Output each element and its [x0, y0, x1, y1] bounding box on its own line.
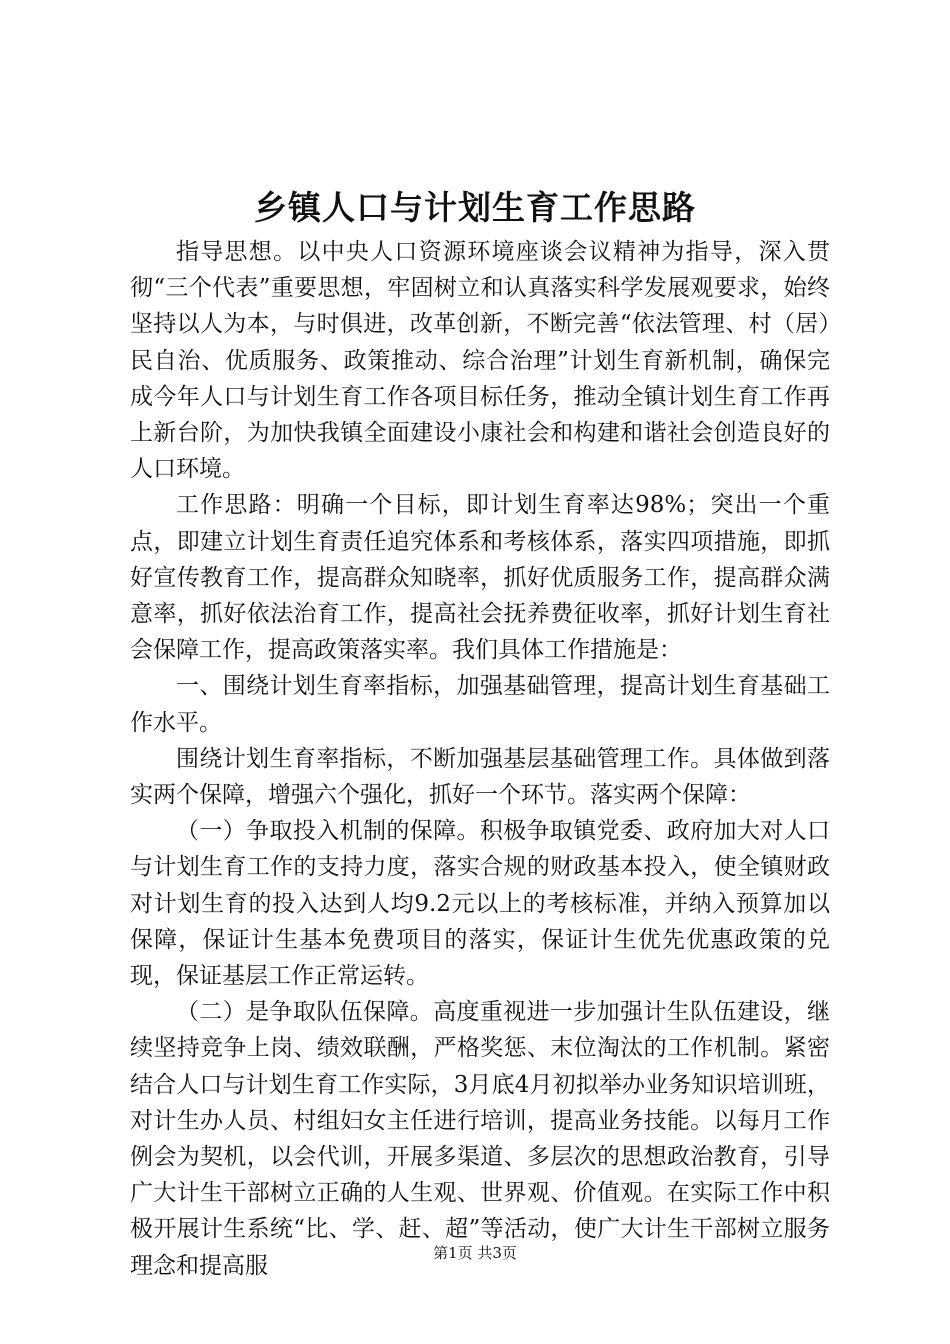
page-number-footer: 第1页 共3页	[433, 1244, 517, 1262]
document-body	[130, 234, 830, 1284]
paragraph-guiding-thought: 指导思想。以中央人口资源环境座谈会议精神为指导，深入贯彻“三个代表”重要思想，牢固树立和认真落实科学发展观要求，始终坚持以人为本，与时俱进，改革创新，不断完善“依法管理、村（居）民自治、优质服务、政策推动、综合治理”计划生育新机制，确保完成今年人口与计划生育工作各项目标任务，推动全镇计划生育工作再上新台阶，为加快我镇全面建设小康社会和构建和谐社会创造良好的人口环境。	[130, 239, 830, 483]
paragraph-section-one-heading: 一、围绕计划生育率指标，加强基础管理，提高计划生育基础工作水平。	[130, 673, 830, 736]
paragraph-funding-guarantee: （一）争取投入机制的保障。积极争取镇党委、政府加大对人口与计划生育工作的支持力度，落实合规的财政基本投入，使全镇财政对计划生育的投入达到人均9.2元以上的考核标准，并纳入预算加以保障，保证计生基本免费项目的落实，保证计生优先优惠政策的兑现，保证基层工作正常运转。	[130, 818, 830, 990]
paragraph-team-guarantee: （二）是争取队伍保障。高度重视进一步加强计生队伍建设，继续坚持竞争上岗、绩效联酬，严格奖惩、末位淘汰的工作机制。紧密结合人口与计划生育工作实际，3月底4月初拟举办业务知识培训班，对计生办人员、村组妇女主任进行培训，提高业务技能。以每月工作例会为契机，以会代训，开展多渠道、多层次的思想政治教育，引导广大计生干部树立正确的人生观、世界观、价值观。在实际工作中积极开展计生系统“比、学、赶、超”等活动，使广大计生干部树立服务理念和提高服	[130, 999, 830, 1279]
document-title: 乡镇人口与计划生育工作思路	[254, 188, 696, 227]
paragraph-work-approach: 工作思路：明确一个目标，即计划生育率达98%；突出一个重点，即建立计划生育责任追究体系和考核体系，落实四项措施，即抓好宣传教育工作，提高群众知晓率，抓好优质服务工作，提高群众满意率，抓好依法治育工作，提高社会抚养费征收率，抓好计划生育社会保障工作，提高政策落实率。我们具体工作措施是：	[130, 492, 830, 664]
paragraph-basic-management: 围绕计划生育率指标，不断加强基层基础管理工作。具体做到落实两个保障，增强六个强化，抓好一个环节。落实两个保障：	[130, 745, 830, 809]
